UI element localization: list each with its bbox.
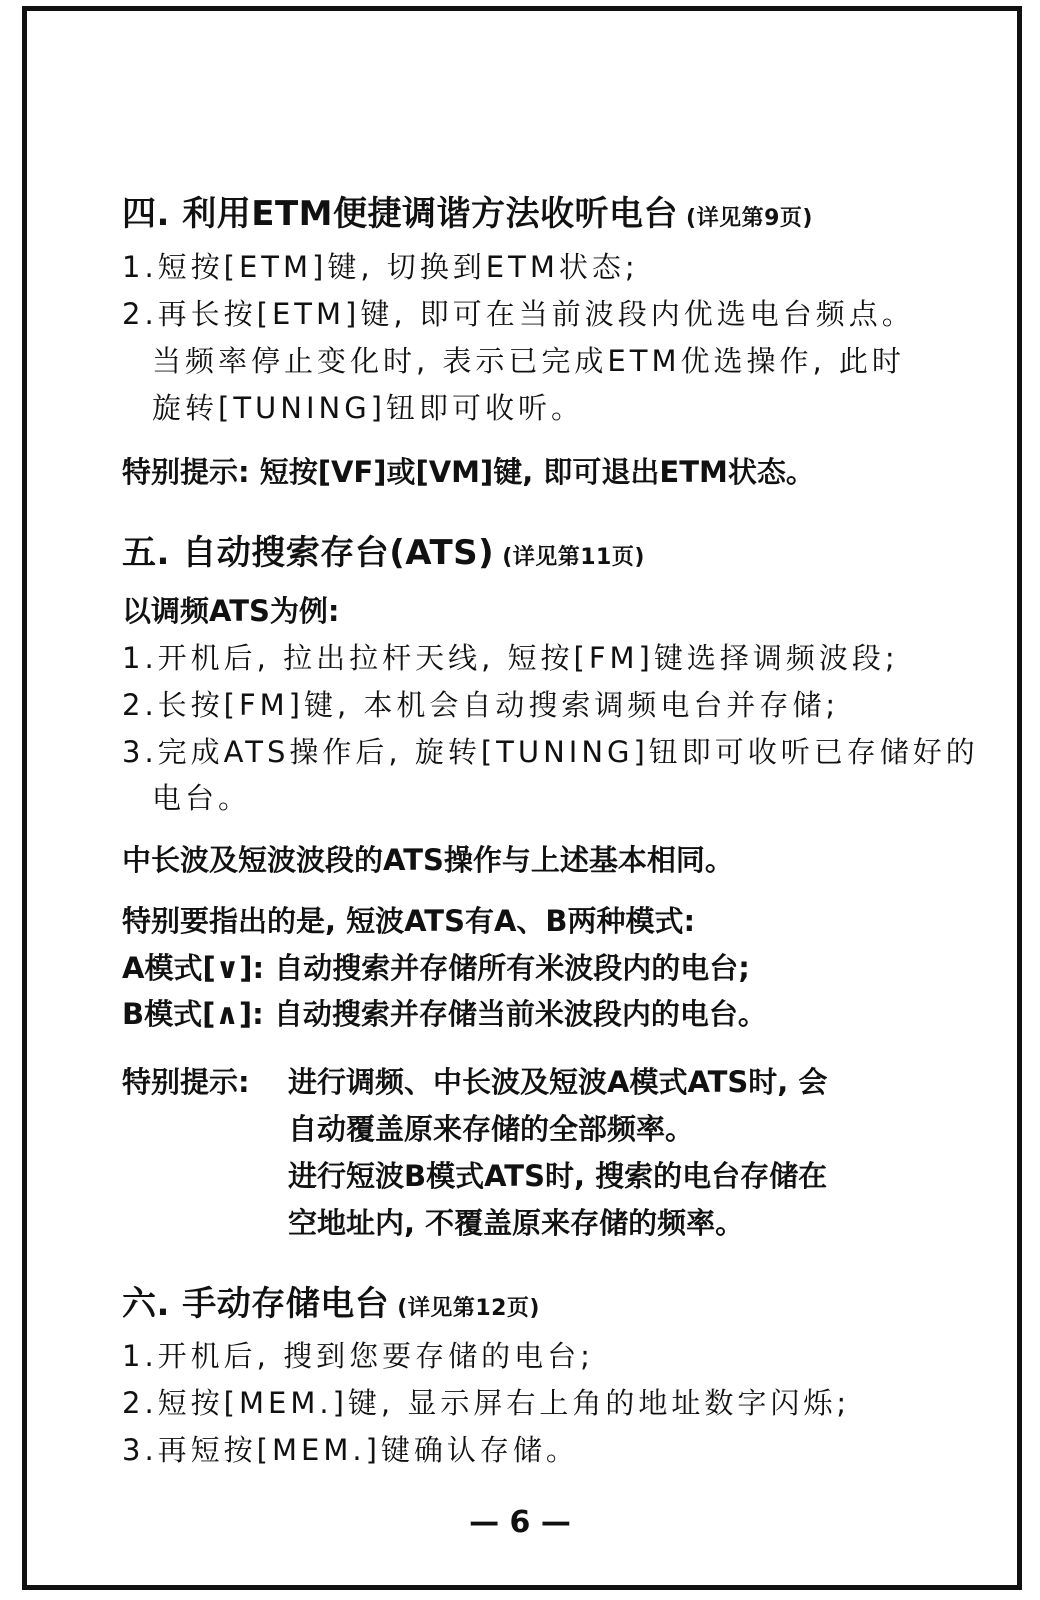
section-5-step-3: 3.完成ATS操作后, 旋转[TUNING]钮即可收听已存储好的 bbox=[122, 735, 979, 769]
section-4-tip: 特别提示: 短按[VF]或[VM]键, 即可退出ETM状态。 bbox=[122, 455, 815, 489]
section-5-mode-a: A模式[∨]: 自动搜索并存储所有米波段内的电台; bbox=[122, 951, 750, 985]
section-6-step-3: 3.再短按[MEM.]键确认存储。 bbox=[122, 1433, 579, 1467]
page-number: — 6 — bbox=[469, 1505, 571, 1540]
section-5-step-1: 1.开机后, 拉出拉杆天线, 短按[FM]键选择调频波段; bbox=[122, 641, 899, 675]
section-6-step-1: 1.开机后, 搜到您要存储的电台; bbox=[122, 1339, 594, 1373]
section-6-page-ref: (详见第12页) bbox=[397, 1296, 540, 1321]
section-4-step-1: 1.短按[ETM]键, 切换到ETM状态; bbox=[122, 250, 639, 284]
section-4-step-2: 2.再长按[ETM]键, 即可在当前波段内优选电台频点。 bbox=[122, 297, 915, 331]
section-4-page-ref: (详见第9页) bbox=[686, 206, 813, 231]
section-5-modes-intro: 特别要指出的是, 短波ATS有A、B两种模式: bbox=[122, 904, 696, 938]
section-5-page-ref: (详见第11页) bbox=[502, 545, 645, 570]
section-5-mode-b: B模式[∧]: 自动搜索并存储当前米波段内的电台。 bbox=[122, 997, 767, 1031]
section-5-tip-line-3: 进行短波B模式ATS时, 搜索的电台存储在 bbox=[288, 1159, 828, 1193]
section-6-title: 六. 手动存储电台 bbox=[122, 1284, 390, 1324]
section-5-tip-line-4: 空地址内, 不覆盖原来存储的频率。 bbox=[288, 1206, 745, 1240]
section-5-tip-label: 特别提示: bbox=[122, 1065, 250, 1099]
section-5-step-2: 2.长按[FM]键, 本机会自动搜索调频电台并存储; bbox=[122, 688, 840, 722]
section-5-heading bbox=[122, 525, 645, 574]
section-5-title: 五. 自动搜索存台(ATS) bbox=[122, 533, 495, 573]
section-4-heading bbox=[122, 186, 813, 235]
section-4-step-2-cont: 当频率停止变化时, 表示已完成ETM优选操作, 此时 bbox=[152, 344, 905, 378]
section-4-title: 四. 利用ETM便捷调谐方法收听电台 bbox=[122, 194, 679, 234]
section-4-step-2-cont-2: 旋转[TUNING]钮即可收听。 bbox=[152, 391, 584, 425]
section-5-tip-line-1: 进行调频、中长波及短波A模式ATS时, 会 bbox=[288, 1065, 828, 1099]
section-5-step-3-cont: 电台。 bbox=[152, 781, 252, 815]
section-5-example: 以调频ATS为例: bbox=[122, 594, 340, 628]
section-6-step-2: 2.短按[MEM.]键, 显示屏右上角的地址数字闪烁; bbox=[122, 1386, 851, 1420]
section-6-heading bbox=[122, 1276, 540, 1325]
section-5-same-note: 中长波及短波波段的ATS操作与上述基本相同。 bbox=[122, 843, 734, 877]
section-5-tip-line-2: 自动覆盖原来存储的全部频率。 bbox=[288, 1112, 695, 1146]
